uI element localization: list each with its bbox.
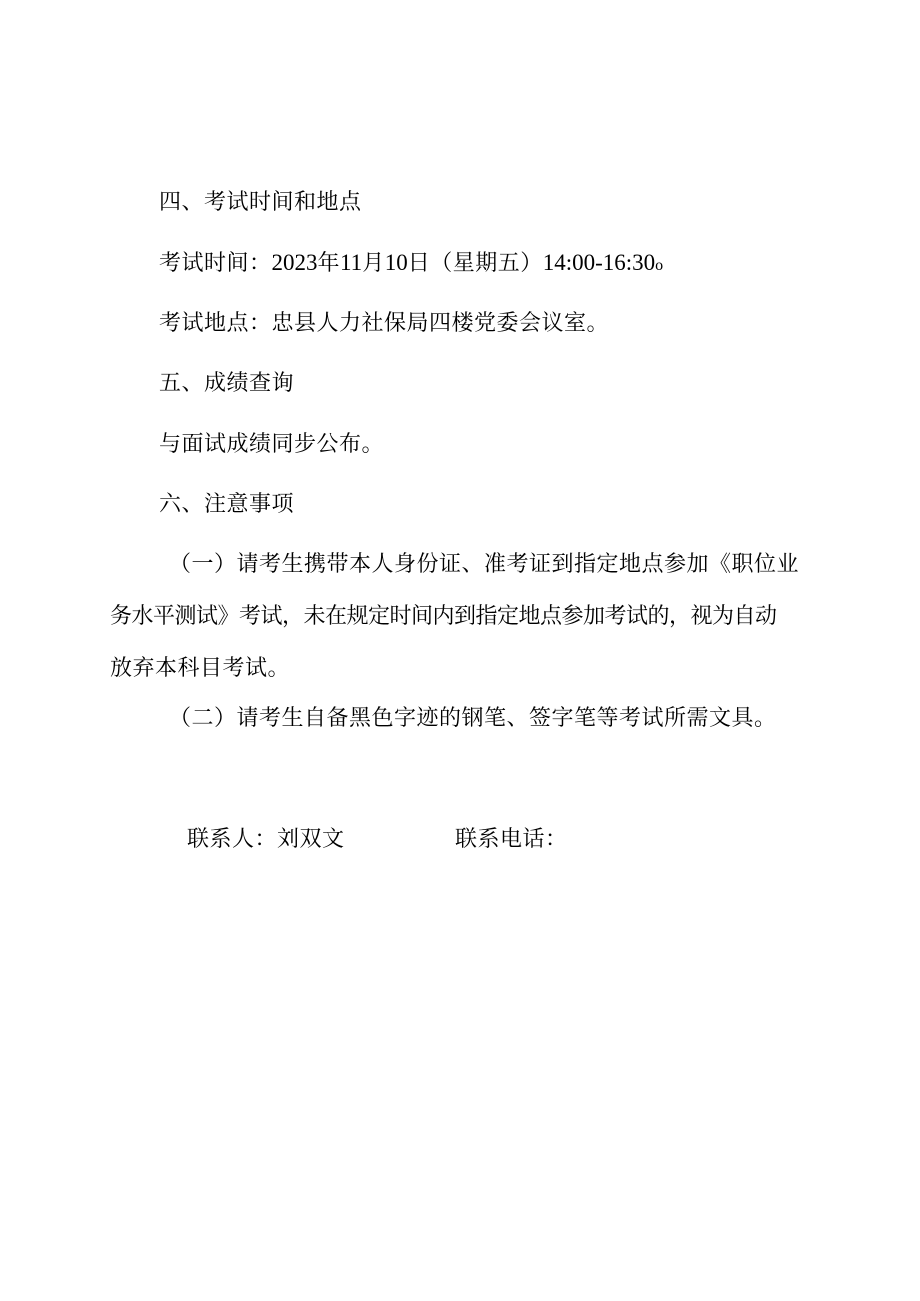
exam-year-char: 年 (317, 251, 341, 276)
section-heading-exam-time-location: 四、考试时间和地点 (159, 190, 362, 215)
contact-person: 联系人：刘双文 (187, 827, 345, 852)
note-item-1-line-1: （一）请考生携带本人身份证、准考证到指定地点参加《职位业 (169, 552, 800, 577)
note-item-2: （二）请考生自备黑色字迹的钢笔、签字笔等考试所需文具。 (169, 706, 777, 731)
exam-time-line (159, 249, 663, 280)
exam-weekday: 日（星期五） (407, 251, 543, 276)
note-item-1-line-2: 务水平测试》考试，未在规定时间内到指定地点参加考试的，视为自动 (110, 604, 777, 629)
section-heading-notes: 六、注意事项 (159, 492, 295, 517)
exam-day: 10 (384, 250, 408, 275)
exam-time-label: 考试时间： (159, 251, 272, 276)
exam-time-range: 14:00-16:30 (542, 250, 656, 275)
exam-month: 11 (340, 250, 363, 275)
contact-phone-label: 联系电话： (455, 827, 568, 852)
score-query-text: 与面试成绩同步公布。 (159, 432, 385, 457)
section-heading-score-query: 五、成绩查询 (159, 371, 295, 396)
note-item-1-line-3: 放弃本科目考试。 (110, 656, 291, 681)
note-item-1 (110, 551, 820, 707)
exam-month-char: 月 (362, 251, 385, 276)
exam-location: 考试地点：忠县人力社保局四楼党委会议室。 (159, 311, 610, 336)
exam-time-end: o (655, 257, 664, 274)
exam-year: 2023 (271, 250, 318, 275)
